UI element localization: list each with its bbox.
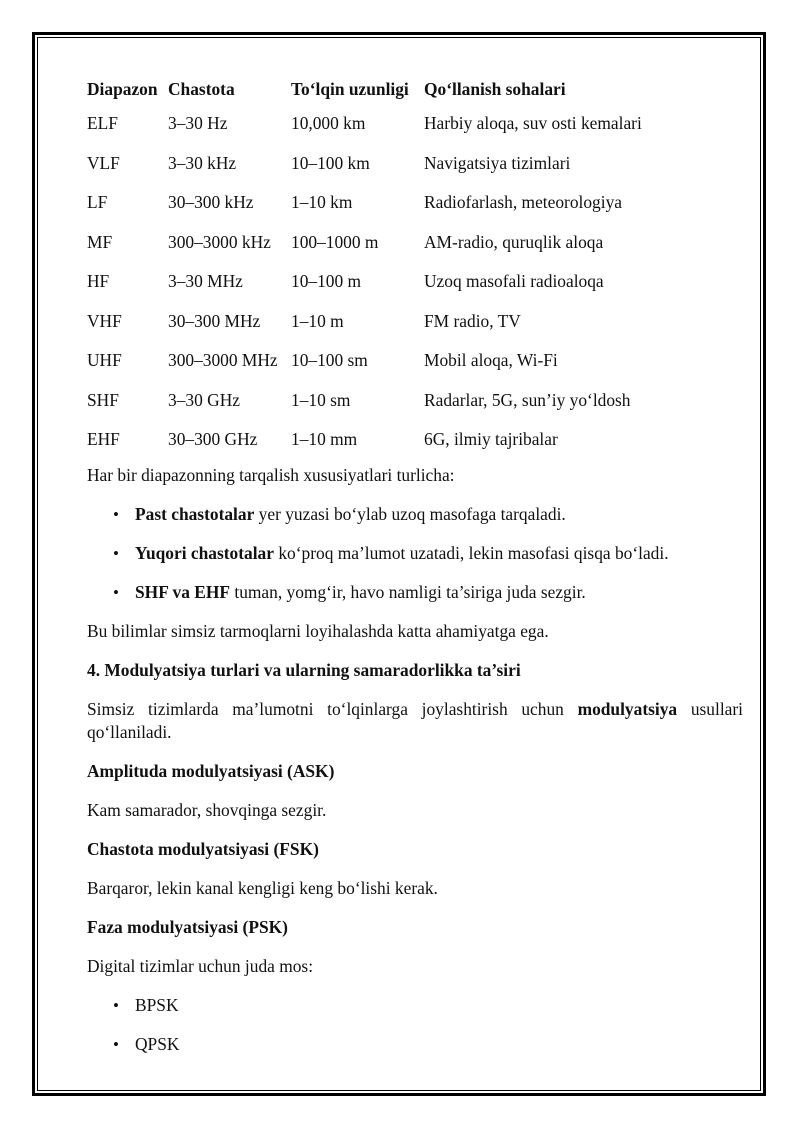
section-intro <box>87 698 743 744</box>
table-row <box>87 420 743 460</box>
table-cell: 10,000 km <box>291 113 366 134</box>
table-cell: LF <box>87 192 108 213</box>
table-cell: 3–30 kHz <box>168 152 237 173</box>
list-item-text: tuman, yomg‘ir, havo namligi ta’siriga juda sezgir. <box>230 581 586 602</box>
intro-text: Har bir diapazonning tarqalish xususiyatlari turlicha: <box>87 464 455 485</box>
list-item <box>87 542 743 565</box>
summary-text: Bu bilimlar simsiz tarmoqlarni loyihalashda katta ahamiyatga ega. <box>87 620 549 641</box>
psk-text: Digital tizimlar uchun juda mos: <box>87 955 314 976</box>
table-cell: Mobil aloqa, Wi-Fi <box>424 350 558 371</box>
table-header-row <box>87 74 743 104</box>
section-heading <box>87 659 743 682</box>
table-header-cell: Chastota <box>168 78 235 99</box>
ask-text: Kam samarador, shovqinga sezgir. <box>87 799 327 820</box>
table-cell: FM radio, TV <box>424 310 521 331</box>
table-cell: 300–3000 kHz <box>168 231 271 252</box>
list-item <box>87 1033 743 1056</box>
table-cell: 1–10 m <box>291 310 344 331</box>
table-row <box>87 183 743 223</box>
table-cell: EHF <box>87 429 120 450</box>
frequency-table <box>87 74 743 460</box>
table-cell: Radiofarlash, meteorologiya <box>424 192 622 213</box>
table-cell: Uzoq masofali radioaloqa <box>424 271 604 292</box>
table-row <box>87 262 743 302</box>
table-header-cell: Diapazon <box>87 78 158 99</box>
list-item <box>87 581 743 604</box>
table-row <box>87 341 743 381</box>
table-cell: Radarlar, 5G, sun’iy yo‘ldosh <box>424 389 631 410</box>
bullet-list-psk <box>87 994 743 1056</box>
table-cell: MF <box>87 231 113 252</box>
table-cell: 1–10 km <box>291 192 353 213</box>
table-cell: Navigatsiya tizimlari <box>424 152 571 173</box>
table-cell: VLF <box>87 152 120 173</box>
bullet-icon: • <box>113 995 119 1015</box>
document-body <box>87 74 743 1056</box>
table-row <box>87 302 743 342</box>
list-item-bold: Past chastotalar <box>135 503 255 524</box>
list-item-text: yer yuzasi bo‘ylab uzoq masofaga tarqaladi. <box>254 503 566 524</box>
table-cell: 30–300 MHz <box>168 310 261 331</box>
list-item <box>87 503 743 526</box>
list-item-text: QPSK <box>135 1033 180 1054</box>
table-cell: ELF <box>87 113 118 134</box>
table-cell: 30–300 GHz <box>168 429 258 450</box>
list-item-bold: Yuqori chastotalar <box>135 542 274 563</box>
section-intro-before: Simsiz tizimlarda ma’lumotni to‘lqinlarga joylashtirish uchun <box>87 698 578 719</box>
list-item-bold: SHF va EHF <box>135 581 231 602</box>
table-cell: 100–1000 m <box>291 231 379 252</box>
list-item <box>87 994 743 1017</box>
table-cell: SHF <box>87 389 119 410</box>
table-body <box>87 104 743 460</box>
table-cell: 1–10 mm <box>291 429 358 450</box>
bullet-icon: • <box>113 582 119 602</box>
table-header-cell: Qo‘llanish sohalari <box>424 78 566 99</box>
bullet-icon: • <box>113 1034 119 1054</box>
table-cell: 300–3000 MHz <box>168 350 278 371</box>
table-row <box>87 104 743 144</box>
table-row <box>87 381 743 421</box>
psk-heading <box>87 916 743 939</box>
table-row <box>87 223 743 263</box>
table-cell: 3–30 MHz <box>168 271 243 292</box>
fsk-text: Barqaror, lekin kanal kengligi keng bo‘lishi kerak. <box>87 877 438 898</box>
table-header-cell: To‘lqin uzunligi <box>291 78 409 99</box>
list-item-text: BPSK <box>135 994 179 1015</box>
bullet-list-properties <box>87 503 743 604</box>
fsk-heading-text: Chastota modulyatsiyasi (FSK) <box>87 838 319 859</box>
section-heading-text: 4. Modulyatsiya turlari va ularning samaradorlikka ta’siri <box>87 659 521 680</box>
table-cell: 10–100 sm <box>291 350 368 371</box>
table-cell: 10–100 m <box>291 271 362 292</box>
table-row <box>87 144 743 184</box>
fsk-heading <box>87 838 743 861</box>
table-cell: AM-radio, quruqlik aloqa <box>424 231 604 252</box>
ask-heading <box>87 760 743 783</box>
psk-heading-text: Faza modulyatsiyasi (PSK) <box>87 916 288 937</box>
table-cell: UHF <box>87 350 122 371</box>
table-cell: 6G, ilmiy tajribalar <box>424 429 558 450</box>
section-intro-after: usullari qo‘llaniladi. <box>87 698 743 742</box>
table-cell: 10–100 km <box>291 152 370 173</box>
ask-heading-text: Amplituda modulyatsiyasi (ASK) <box>87 760 335 781</box>
section-intro-bold: modulyatsiya <box>577 698 678 719</box>
table-cell: 3–30 Hz <box>168 113 228 134</box>
table-cell: VHF <box>87 310 122 331</box>
table-cell: 30–300 kHz <box>168 192 254 213</box>
table-cell: Harbiy aloqa, suv osti kemalari <box>424 113 642 134</box>
bullet-icon: • <box>113 504 119 524</box>
list-item-text: ko‘proq ma’lumot uzatadi, lekin masofasi qisqa bo‘ladi. <box>273 542 669 563</box>
bullet-icon: • <box>113 543 119 563</box>
table-cell: 3–30 GHz <box>168 389 240 410</box>
table-cell: HF <box>87 271 110 292</box>
table-cell: 1–10 sm <box>291 389 351 410</box>
